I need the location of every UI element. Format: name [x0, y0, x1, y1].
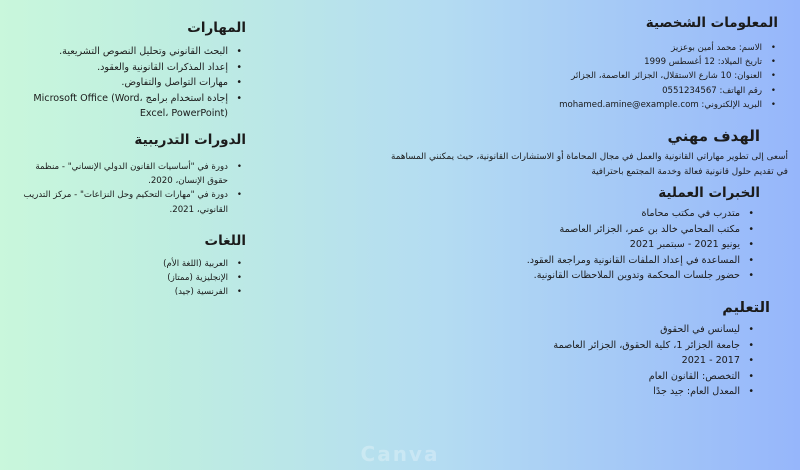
list-item: • متدرب في مكتب محاماة: [398, 206, 740, 222]
list-item: • إعداد المذكرات القانونية والعقود.: [18, 60, 228, 76]
list-item: • دورة في "أساسيات القانون الدولي الإنساني" - منظمة حقوق الإنسان، 2020.: [18, 160, 228, 188]
list-item: • ليسانس في الحقوق: [398, 322, 740, 338]
courses-heading: الدورات التدريبية: [134, 132, 246, 148]
list-item: • الإنجليزية (ممتاز): [18, 271, 228, 285]
list-item: • المعدل العام: جيد جدًا: [398, 384, 740, 400]
skills-list: [18, 44, 250, 122]
list-item: • 2017 - 2021: [398, 353, 740, 369]
personal-info-heading: المعلومات الشخصية: [645, 15, 778, 31]
education-section: [398, 300, 778, 400]
watermark-logo: Canva: [360, 442, 440, 466]
list-item: • رقم الهاتف: 0551234567: [398, 84, 762, 98]
list-item: • البريد الإلكتروني: mohamed.amine@example.com: [398, 98, 762, 112]
objective-heading: الهدف مهني: [667, 127, 760, 145]
list-item: • المساعدة في إعداد الملفات القانونية ومراجعة العقود.: [398, 253, 740, 269]
objective-section: [368, 127, 788, 179]
list-item: • إجادة استخدام برامج Microsoft Office (Word، Excel، PowerPoint): [18, 91, 228, 122]
list-item: • العنوان: 10 شارع الاستقلال، الجزائر العاصمة، الجزائر: [398, 69, 762, 83]
skills-heading: المهارات: [187, 20, 246, 36]
list-item: • العربية (اللغة الأم): [18, 257, 228, 271]
courses-list: [18, 160, 250, 217]
list-item: • البحث القانوني وتحليل النصوص التشريعية.: [18, 44, 228, 60]
list-item: • مكتب المحامي خالد بن عمر، الجزائر العاصمة: [398, 222, 740, 238]
languages-heading: اللغات: [204, 233, 246, 249]
experience-section: [398, 185, 778, 284]
list-item: • التخصص: القانون العام: [398, 369, 740, 385]
personal-info-section: [398, 15, 778, 112]
list-item: • تاريخ الميلاد: 12 أغسطس 1999: [398, 55, 762, 69]
list-item: • الفرنسية (جيد): [18, 285, 228, 299]
list-item: • جامعة الجزائر 1، كلية الحقوق، الجزائر العاصمة: [398, 338, 740, 354]
list-item: • دورة في "مهارات التحكيم وحل النزاعات" - مركز التدريب القانوني، 2021.: [18, 188, 228, 216]
skills-section: [18, 20, 250, 122]
personal-info-list: [398, 41, 778, 112]
list-item: • مهارات التواصل والتفاوض.: [18, 75, 228, 91]
courses-section: [18, 132, 250, 217]
languages-list: [18, 257, 250, 300]
objective-text: أسعى إلى تطوير مهاراتي القانونية والعمل في مجال المحاماة أو الاستشارات القانونية، حيث يمكنني المساهمة في تقديم حلول قانونية فعالة وخدمة المجتمع باحترافية: [391, 152, 788, 177]
experience-heading: الخبرات العملية: [658, 185, 760, 201]
education-list: [398, 322, 778, 400]
languages-section: [18, 233, 250, 300]
education-heading: التعليم: [722, 300, 770, 316]
experience-list: [398, 206, 778, 284]
list-item: • الاسم: محمد أمين بوعزيز: [398, 41, 762, 55]
list-item: • يونيو 2021 - سبتمبر 2021: [398, 237, 740, 253]
list-item: • حضور جلسات المحكمة وتدوين الملاحظات القانونية.: [398, 268, 740, 284]
